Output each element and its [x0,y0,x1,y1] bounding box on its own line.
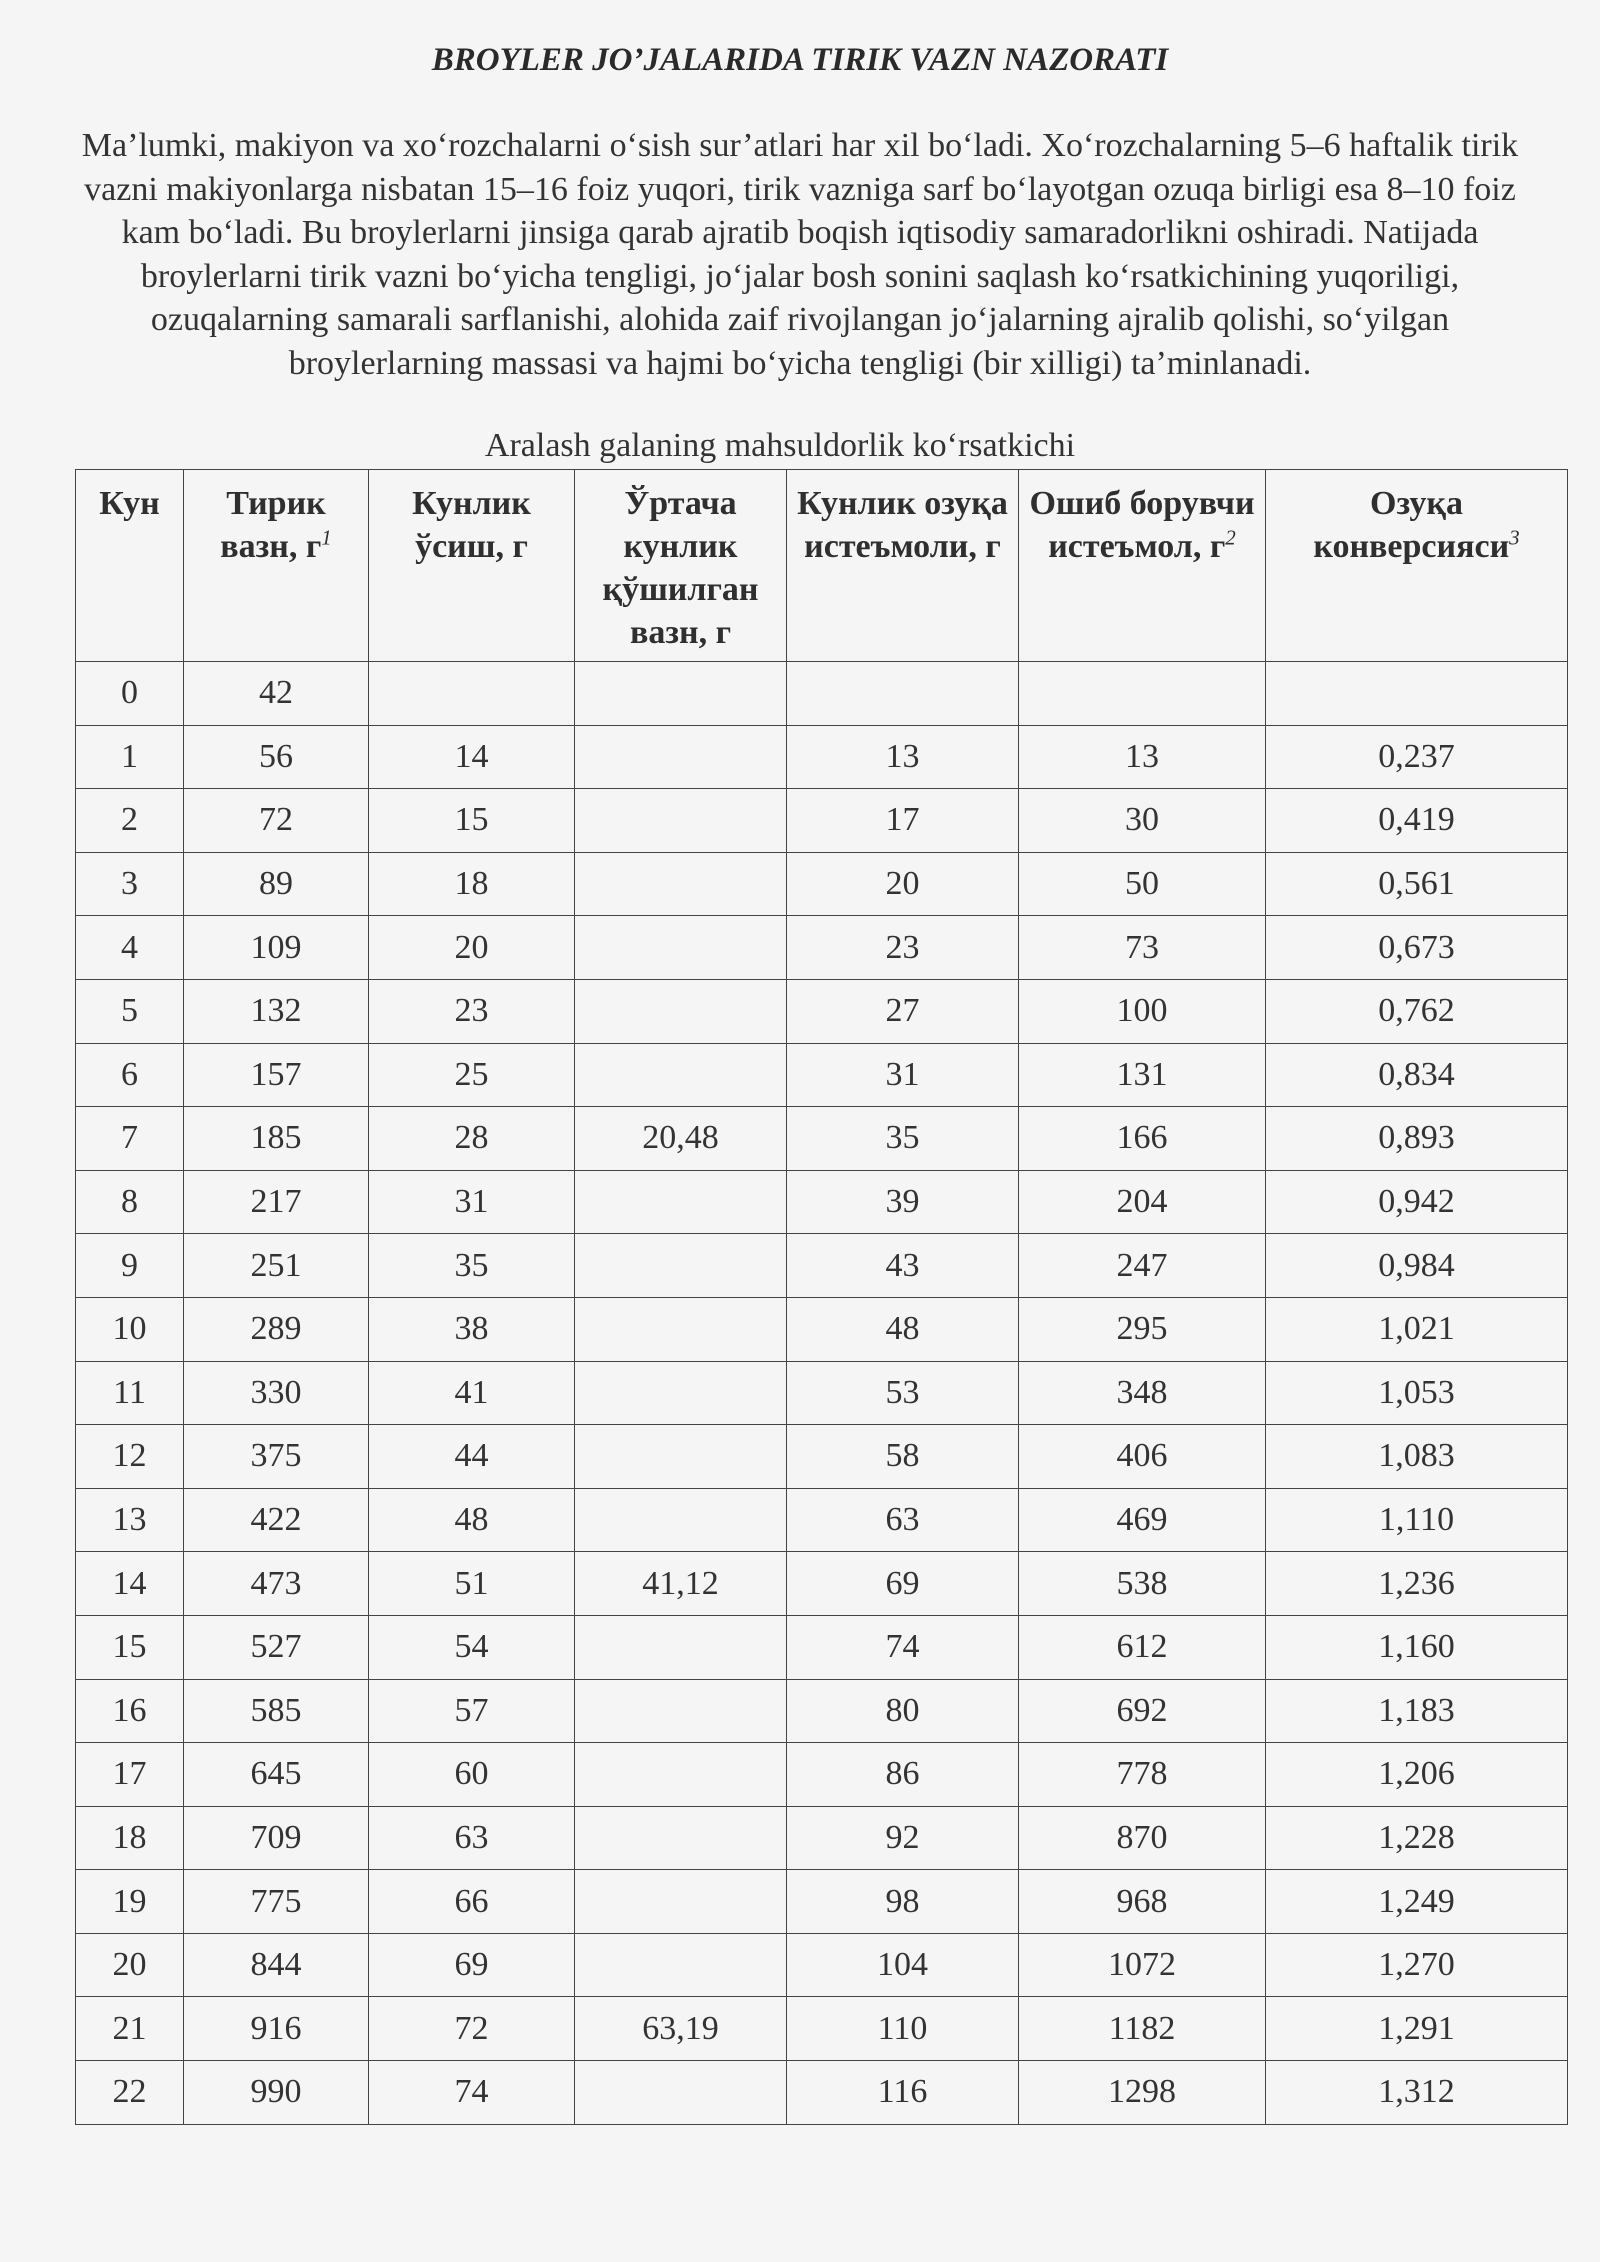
cell-cumulative-intake: 131 [1019,1043,1266,1107]
cell-day: 14 [76,1552,184,1616]
cell-day: 16 [76,1679,184,1743]
cell-average-daily-gain [575,852,787,916]
table-row [76,1297,1568,1361]
cell-day: 5 [76,979,184,1043]
table-row [76,789,1568,853]
cell-daily-gain: 54 [369,1615,575,1679]
cell-live-weight: 42 [184,662,369,726]
cell-day: 3 [76,852,184,916]
table-row [76,1679,1568,1743]
cell-feed-conversion: 0,673 [1266,916,1568,980]
cell-cumulative-intake: 247 [1019,1234,1266,1298]
header-day: Кун [76,470,184,662]
cell-average-daily-gain [575,1043,787,1107]
cell-daily-feed-intake: 58 [787,1425,1019,1489]
table-row [76,1361,1568,1425]
cell-daily-feed-intake: 53 [787,1361,1019,1425]
cell-feed-conversion: 1,312 [1266,2061,1568,2125]
table-row [76,725,1568,789]
table-body [76,662,1568,2125]
cell-average-daily-gain [575,916,787,980]
cell-daily-feed-intake: 80 [787,1679,1019,1743]
cell-daily-feed-intake: 39 [787,1170,1019,1234]
cell-live-weight: 916 [184,1997,369,2061]
cell-daily-feed-intake: 110 [787,1997,1019,2061]
cell-average-daily-gain [575,1361,787,1425]
cell-daily-gain: 63 [369,1806,575,1870]
cell-feed-conversion: 1,291 [1266,1997,1568,2061]
cell-feed-conversion: 1,160 [1266,1615,1568,1679]
cell-daily-feed-intake: 17 [787,789,1019,853]
cell-cumulative-intake: 870 [1019,1806,1266,1870]
cell-daily-gain: 38 [369,1297,575,1361]
cell-daily-feed-intake: 27 [787,979,1019,1043]
table-header-row [76,470,1568,662]
cell-daily-gain: 57 [369,1679,575,1743]
cell-cumulative-intake: 204 [1019,1170,1266,1234]
cell-feed-conversion: 0,561 [1266,852,1568,916]
cell-cumulative-intake: 778 [1019,1743,1266,1807]
cell-daily-feed-intake: 116 [787,2061,1019,2125]
cell-daily-feed-intake: 69 [787,1552,1019,1616]
cell-cumulative-intake: 538 [1019,1552,1266,1616]
cell-feed-conversion: 1,249 [1266,1870,1568,1934]
header-cumulative-intake: Ошиб борувчи истеъмол, $г^2$ [1019,470,1266,662]
cell-day: 4 [76,916,184,980]
cell-live-weight: 185 [184,1107,369,1171]
cell-live-weight: 473 [184,1552,369,1616]
table-row [76,1552,1568,1616]
cell-day: 22 [76,2061,184,2125]
table-row [76,852,1568,916]
cell-daily-feed-intake: 13 [787,725,1019,789]
cell-cumulative-intake: 968 [1019,1870,1266,1934]
cell-feed-conversion: 0,237 [1266,725,1568,789]
cell-cumulative-intake: 612 [1019,1615,1266,1679]
cell-day: 12 [76,1425,184,1489]
cell-cumulative-intake: 13 [1019,725,1266,789]
cell-average-daily-gain [575,1615,787,1679]
cell-live-weight: 585 [184,1679,369,1743]
table-row [76,1933,1568,1997]
cell-cumulative-intake: 1072 [1019,1933,1266,1997]
header-daily-gain: Кунлик ўсиш, г [369,470,575,662]
cell-daily-gain: 66 [369,1870,575,1934]
cell-average-daily-gain [575,725,787,789]
cell-average-daily-gain: 20,48 [575,1107,787,1171]
header-average-daily-gain: Ўртача кунлик қўшилган вазн, г [575,470,787,662]
cell-day: 9 [76,1234,184,1298]
cell-daily-feed-intake: 31 [787,1043,1019,1107]
cell-daily-gain: 20 [369,916,575,980]
table-row [76,662,1568,726]
cell-feed-conversion: 1,183 [1266,1679,1568,1743]
cell-daily-gain: 44 [369,1425,575,1489]
cell-daily-gain: 51 [369,1552,575,1616]
cell-cumulative-intake: 348 [1019,1361,1266,1425]
cell-daily-feed-intake: 63 [787,1488,1019,1552]
table-row [76,1997,1568,2061]
cell-day: 0 [76,662,184,726]
cell-day: 15 [76,1615,184,1679]
cell-day: 17 [76,1743,184,1807]
cell-live-weight: 645 [184,1743,369,1807]
cell-daily-feed-intake: 48 [787,1297,1019,1361]
cell-daily-feed-intake: 35 [787,1107,1019,1171]
cell-average-daily-gain [575,1425,787,1489]
cell-average-daily-gain [575,789,787,853]
cell-cumulative-intake: 1182 [1019,1997,1266,2061]
cell-day: 8 [76,1170,184,1234]
cell-feed-conversion [1266,662,1568,726]
cell-average-daily-gain [575,979,787,1043]
cell-day: 2 [76,789,184,853]
cell-feed-conversion: 0,942 [1266,1170,1568,1234]
cell-daily-gain: 15 [369,789,575,853]
cell-daily-gain: 28 [369,1107,575,1171]
header-daily-feed-intake: Кунлик озуқа истеъмоли, г [787,470,1019,662]
cell-live-weight: 330 [184,1361,369,1425]
cell-live-weight: 289 [184,1297,369,1361]
cell-feed-conversion: 1,083 [1266,1425,1568,1489]
cell-daily-feed-intake: 23 [787,916,1019,980]
cell-daily-feed-intake: 43 [787,1234,1019,1298]
cell-daily-gain: 25 [369,1043,575,1107]
cell-cumulative-intake: 692 [1019,1679,1266,1743]
intro-paragraph: Ma’lumki, makiyon va xo‘rozchalarni o‘sish sur’atlari har xil bo‘ladi. Xo‘rozchalarning 5–6 haftalik tirik vazni makiyonlarga nisbatan 15–16 foiz yuqori, tirik vazniga sarf bo‘layotgan ozuqa birligi esa 8–10 foiz kam bo‘ladi. Bu broylerlarni jinsiga qarab ajratib boqish iqtisodiy samaradorlikni oshiradi. Natijada broylerlarni tirik vazni bo‘yicha tengligi, jo‘jalar bosh sonini saqlash ko‘rsatkichining yuqoriligi, ozuqalarning samarali sarflanishi, alohida zaif rivojlangan jo‘jalarning ajralib qolishi, so‘yilgan broylerlarning massasi va hajmi bo‘yicha tengligi (bir xilligi) ta’minlanadi. [81,127,1519,382]
cell-cumulative-intake: 73 [1019,916,1266,980]
table-row [76,2061,1568,2125]
cell-day: 20 [76,1933,184,1997]
cell-daily-gain: 31 [369,1170,575,1234]
table-row [76,1743,1568,1807]
cell-daily-gain: 35 [369,1234,575,1298]
cell-feed-conversion: 1,110 [1266,1488,1568,1552]
cell-average-daily-gain [575,1297,787,1361]
cell-average-daily-gain [575,1933,787,1997]
cell-daily-gain: 18 [369,852,575,916]
cell-average-daily-gain [575,1679,787,1743]
cell-average-daily-gain [575,1234,787,1298]
cell-daily-gain: 14 [369,725,575,789]
table-row [76,1425,1568,1489]
header-feed-conversion: Озуқа конверсияси$^3$ [1266,470,1568,662]
header-live-weight: Тирик вазн, $г^1$ [184,470,369,662]
cell-feed-conversion: 0,419 [1266,789,1568,853]
cell-day: 13 [76,1488,184,1552]
cell-live-weight: 251 [184,1234,369,1298]
cell-feed-conversion: 0,984 [1266,1234,1568,1298]
cell-daily-feed-intake: 98 [787,1870,1019,1934]
cell-live-weight: 56 [184,725,369,789]
cell-live-weight: 109 [184,916,369,980]
cell-daily-gain: 48 [369,1488,575,1552]
cell-cumulative-intake: 30 [1019,789,1266,853]
cell-cumulative-intake: 295 [1019,1297,1266,1361]
cell-cumulative-intake: 469 [1019,1488,1266,1552]
cell-daily-gain: 41 [369,1361,575,1425]
cell-cumulative-intake: 50 [1019,852,1266,916]
cell-daily-feed-intake: 104 [787,1933,1019,1997]
cell-feed-conversion: 1,206 [1266,1743,1568,1807]
productivity-table [75,469,1568,2125]
cell-day: 7 [76,1107,184,1171]
cell-day: 18 [76,1806,184,1870]
table-row [76,1870,1568,1934]
cell-day: 6 [76,1043,184,1107]
table-row [76,1615,1568,1679]
cell-feed-conversion: 0,762 [1266,979,1568,1043]
table-caption: Aralash galaning mahsuldorlik ko‘rsatkichi [484,427,1076,464]
cell-average-daily-gain [575,1488,787,1552]
cell-daily-gain [369,662,575,726]
table-row [76,1170,1568,1234]
cell-average-daily-gain: 41,12 [575,1552,787,1616]
cell-daily-feed-intake: 74 [787,1615,1019,1679]
cell-average-daily-gain [575,1170,787,1234]
cell-daily-gain: 72 [369,1997,575,2061]
cell-live-weight: 775 [184,1870,369,1934]
cell-live-weight: 527 [184,1615,369,1679]
cell-day: 19 [76,1870,184,1934]
cell-live-weight: 375 [184,1425,369,1489]
cell-live-weight: 990 [184,2061,369,2125]
cell-cumulative-intake: 100 [1019,979,1266,1043]
cell-feed-conversion: 0,893 [1266,1107,1568,1171]
cell-daily-gain: 60 [369,1743,575,1807]
cell-daily-feed-intake [787,662,1019,726]
cell-day: 10 [76,1297,184,1361]
table-row [76,979,1568,1043]
cell-feed-conversion: 1,053 [1266,1361,1568,1425]
cell-live-weight: 72 [184,789,369,853]
cell-feed-conversion: 0,834 [1266,1043,1568,1107]
cell-live-weight: 132 [184,979,369,1043]
cell-average-daily-gain [575,1806,787,1870]
table-row [76,1806,1568,1870]
table-row [76,1234,1568,1298]
cell-day: 11 [76,1361,184,1425]
cell-feed-conversion: 1,270 [1266,1933,1568,1997]
cell-day: 21 [76,1997,184,2061]
table-row [76,916,1568,980]
cell-average-daily-gain [575,2061,787,2125]
cell-live-weight: 709 [184,1806,369,1870]
cell-average-daily-gain: 63,19 [575,1997,787,2061]
cell-live-weight: 89 [184,852,369,916]
cell-daily-gain: 23 [369,979,575,1043]
cell-day: 1 [76,725,184,789]
cell-cumulative-intake: 166 [1019,1107,1266,1171]
cell-cumulative-intake: 406 [1019,1425,1266,1489]
cell-live-weight: 217 [184,1170,369,1234]
cell-average-daily-gain [575,1870,787,1934]
cell-daily-feed-intake: 92 [787,1806,1019,1870]
cell-daily-feed-intake: 20 [787,852,1019,916]
cell-feed-conversion: 1,021 [1266,1297,1568,1361]
cell-average-daily-gain [575,662,787,726]
table-row [76,1043,1568,1107]
cell-cumulative-intake [1019,662,1266,726]
table-row [76,1107,1568,1171]
cell-live-weight: 422 [184,1488,369,1552]
table-row [76,1488,1568,1552]
cell-feed-conversion: 1,236 [1266,1552,1568,1616]
cell-daily-gain: 74 [369,2061,575,2125]
cell-daily-feed-intake: 86 [787,1743,1019,1807]
cell-average-daily-gain [575,1743,787,1807]
cell-cumulative-intake: 1298 [1019,2061,1266,2125]
cell-daily-gain: 69 [369,1933,575,1997]
document-title: BROYLER JO’JALARIDA TIRIK VAZN NAZORATI [431,42,1169,78]
cell-feed-conversion: 1,228 [1266,1806,1568,1870]
cell-live-weight: 157 [184,1043,369,1107]
cell-live-weight: 844 [184,1933,369,1997]
